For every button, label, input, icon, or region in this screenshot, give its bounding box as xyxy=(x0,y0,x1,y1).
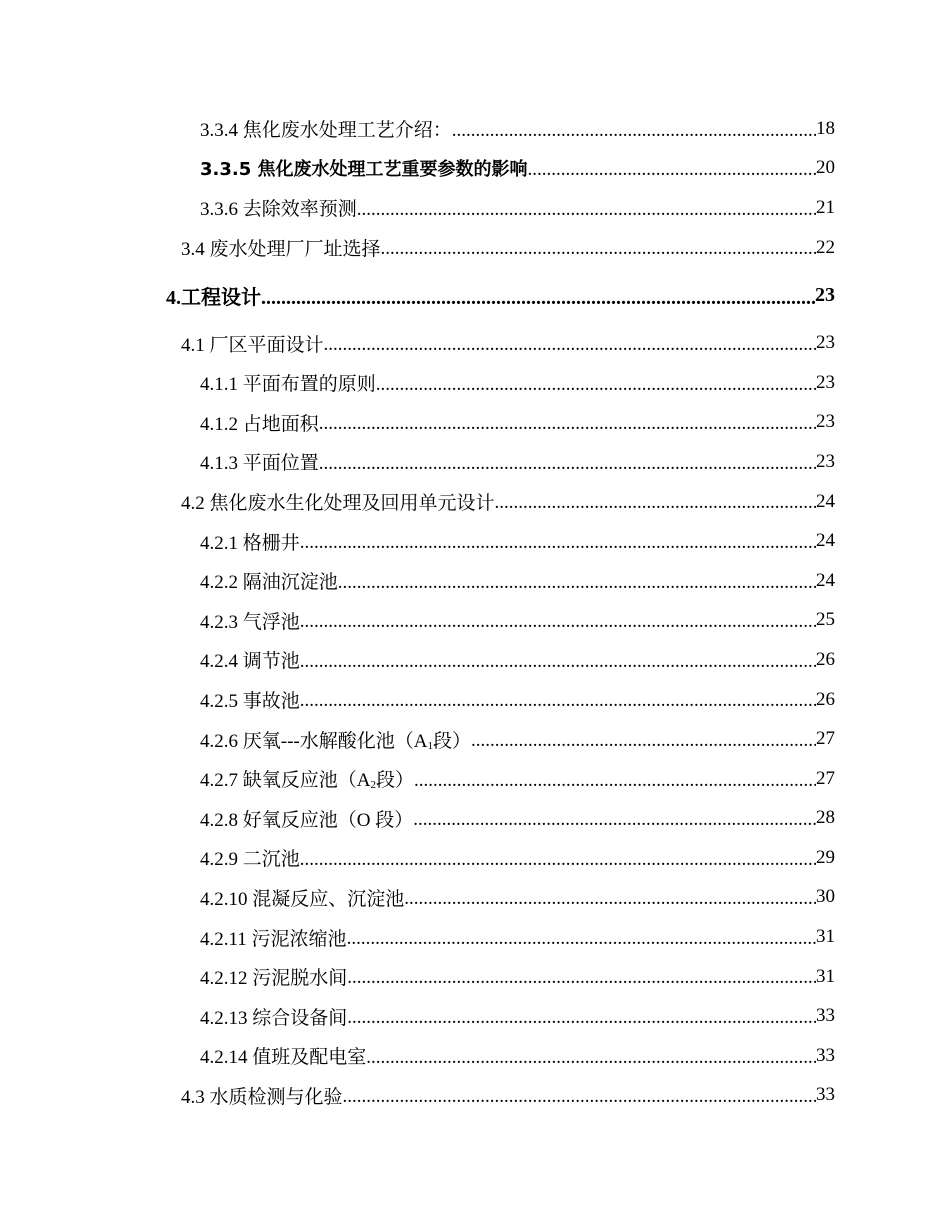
toc-entry[interactable] xyxy=(200,957,835,997)
dot-leader xyxy=(452,121,816,149)
toc-entry-title: 事故池 xyxy=(242,691,300,713)
dot-leader xyxy=(413,810,816,838)
toc-entry-number: 4.2.4 xyxy=(200,651,238,673)
toc-entry-label xyxy=(200,369,376,396)
toc-entry-title: 占地面积 xyxy=(242,413,319,435)
toc-entry-title: 格栅井 xyxy=(242,532,300,554)
toc-entry[interactable] xyxy=(200,759,835,799)
toc-entry[interactable] xyxy=(200,799,835,839)
toc-entry[interactable] xyxy=(200,680,835,720)
toc-entry-number: 4.2.5 xyxy=(200,691,238,713)
toc-entry-title: 厂区平面设计 xyxy=(209,334,324,356)
toc-entry[interactable] xyxy=(200,109,835,149)
dot-leader xyxy=(495,493,816,521)
toc-entry-page-number: 28 xyxy=(816,807,835,829)
dot-leader xyxy=(300,691,816,719)
toc-entry-number: 4.1.1 xyxy=(200,374,238,396)
toc-entry[interactable] xyxy=(200,878,835,918)
dot-leader xyxy=(414,771,816,799)
toc-entry-number: 4.1.3 xyxy=(200,453,238,475)
dot-leader xyxy=(343,1087,816,1115)
toc-entry-label xyxy=(200,409,319,436)
toc-entry-title: 隔油沉淀池 xyxy=(242,572,338,594)
toc-entry[interactable] xyxy=(200,1036,835,1076)
toc-entry-page-number: 26 xyxy=(816,648,835,670)
dot-leader xyxy=(347,929,816,957)
toc-entry-number: 4.2.14 xyxy=(200,1047,248,1069)
toc-entry-page-number: 31 xyxy=(816,926,835,948)
toc-entry-number: 4.2.7 xyxy=(200,770,238,792)
toc-entry-number: 4.2.8 xyxy=(200,809,238,831)
toc-entry[interactable] xyxy=(200,561,835,601)
toc-entry-number: 3.3.6 xyxy=(200,199,238,221)
toc-entry-title: 综合设备间 xyxy=(252,1007,348,1029)
toc-entry-label xyxy=(200,1003,347,1030)
toc-entry-page-number: 23 xyxy=(816,371,835,393)
toc-entry-label xyxy=(200,567,338,594)
toc-entry-page-number: 33 xyxy=(816,1005,835,1027)
toc-entry[interactable] xyxy=(181,323,835,363)
toc-entry-label xyxy=(200,805,413,832)
dot-leader xyxy=(347,1008,816,1036)
toc-entry-subscript: 1 xyxy=(427,739,433,752)
toc-entry-page-number: 24 xyxy=(816,530,835,552)
toc-entry-number: 3.3.5 xyxy=(200,159,252,181)
toc-entry[interactable] xyxy=(200,719,835,759)
toc-entry-title: 平面布置的原则 xyxy=(242,374,376,396)
toc-entry-page-number: 23 xyxy=(816,332,835,354)
toc-entry-number: 4.2.9 xyxy=(200,849,238,871)
toc-entry[interactable] xyxy=(200,601,835,641)
toc-entry-page-number: 24 xyxy=(816,490,835,512)
toc-entry-title: 值班及配电室 xyxy=(252,1047,367,1069)
toc-entry-title: 厌氧---水解酸化池（A xyxy=(242,730,428,752)
dot-leader xyxy=(357,200,816,228)
toc-entry-label xyxy=(200,924,347,951)
dot-leader xyxy=(381,239,816,267)
dot-leader xyxy=(404,889,816,917)
toc-entry-subscript: 2 xyxy=(370,779,376,792)
toc-entry-number: 4.2.2 xyxy=(200,572,238,594)
toc-entry-title: 焦化废水生化处理及回用单元设计 xyxy=(209,493,495,515)
toc-entry-page-number: 20 xyxy=(816,157,835,179)
toc-entry-page-number: 24 xyxy=(816,569,835,591)
toc-entry-title: 气浮池 xyxy=(242,611,300,633)
toc-entry-label xyxy=(200,528,300,555)
toc-entry-title: 工程设计 xyxy=(181,286,261,309)
dot-leader xyxy=(319,454,816,482)
toc-entry[interactable] xyxy=(200,363,835,403)
toc-entry-number: 4.2.10 xyxy=(200,888,248,910)
toc-entry-number: 4.1 xyxy=(181,334,205,356)
toc-entry-label xyxy=(200,448,319,475)
dot-leader xyxy=(376,375,816,403)
toc-entry[interactable] xyxy=(200,403,835,443)
toc-entry-label xyxy=(166,281,261,310)
toc-entry-page-number: 26 xyxy=(816,688,835,710)
toc-entry-title: 缺氧反应池（A xyxy=(242,770,371,792)
toc-entry-number: 3.3.4 xyxy=(200,120,238,142)
dot-leader xyxy=(366,1048,816,1076)
toc-entry-title: 废水处理厂厂址选择 xyxy=(209,239,381,261)
toc-entry-label xyxy=(200,1042,366,1069)
toc-entry-label xyxy=(200,607,300,634)
toc-entry-label xyxy=(200,963,347,990)
toc-entry-page-number: 33 xyxy=(816,1084,835,1106)
dot-leader xyxy=(347,968,816,996)
toc-entry-page-number: 27 xyxy=(816,728,835,750)
toc-entry-label xyxy=(200,646,300,673)
toc-entry-number: 4. xyxy=(166,286,181,309)
dot-leader xyxy=(324,335,816,363)
toc-entry-label xyxy=(200,884,404,911)
toc-entry-number: 4.2.11 xyxy=(200,928,247,950)
dot-leader xyxy=(300,850,816,878)
toc-entry-number: 4.2.3 xyxy=(200,611,238,633)
toc-entry-label xyxy=(181,1082,343,1109)
dot-leader xyxy=(300,652,816,680)
toc-entry-page-number: 27 xyxy=(816,767,835,789)
toc-entry-title: 去除效率预测 xyxy=(242,199,357,221)
dot-leader xyxy=(300,612,816,640)
toc-entry-number: 4.2.6 xyxy=(200,730,238,752)
toc-entry-number: 4.3 xyxy=(181,1086,205,1108)
toc-entry-page-number: 31 xyxy=(816,965,835,987)
toc-entry-label xyxy=(200,686,300,713)
toc-entry[interactable] xyxy=(181,228,835,268)
toc-entry-title-suffix: 段） xyxy=(432,730,471,752)
toc-entry[interactable] xyxy=(200,838,835,878)
dot-leader xyxy=(528,160,816,188)
toc-entry-title: 污泥脱水间 xyxy=(252,968,348,990)
toc-entry-title: 好氧反应池（O 段） xyxy=(242,809,414,831)
toc-entry-number: 4.2.12 xyxy=(200,968,248,990)
toc-entry-title-suffix: 段） xyxy=(375,770,414,792)
toc-entry-label xyxy=(200,765,414,792)
toc-entry[interactable] xyxy=(200,996,835,1036)
dot-leader xyxy=(338,573,816,601)
toc-entry-label xyxy=(181,330,324,357)
toc-entry[interactable] xyxy=(200,521,835,561)
toc-entry-page-number: 22 xyxy=(816,236,835,258)
dot-leader xyxy=(261,288,815,317)
toc-entry-page-number: 23 xyxy=(816,411,835,433)
toc-entry-title: 平面位置 xyxy=(242,453,319,475)
toc-entry-label xyxy=(200,844,300,871)
toc-entry-number: 4.2.13 xyxy=(200,1007,248,1029)
toc-entry-page-number: 30 xyxy=(816,886,835,908)
toc-entry[interactable] xyxy=(200,917,835,957)
toc-entry-title: 焦化废水处理工艺重要参数的影响 xyxy=(257,159,528,181)
toc-entry[interactable] xyxy=(181,1076,835,1116)
dot-leader xyxy=(300,533,816,561)
toc-entry-title: 污泥浓缩池 xyxy=(251,928,347,950)
toc-entry[interactable] xyxy=(166,273,835,317)
toc-entry-label xyxy=(200,194,357,221)
toc-entry-title: 焦化废水处理工艺介绍： xyxy=(242,120,452,142)
toc-entry-label xyxy=(200,115,452,142)
toc-entry-label xyxy=(181,488,495,515)
toc-entry-label xyxy=(200,155,528,181)
toc-entry-page-number: 29 xyxy=(816,846,835,868)
toc-entry-page-number: 23 xyxy=(815,283,835,306)
toc-entry-page-number: 21 xyxy=(816,196,835,218)
toc-entry[interactable] xyxy=(181,482,835,522)
toc-entry-number: 4.2.1 xyxy=(200,532,238,554)
toc-entry[interactable] xyxy=(200,442,835,482)
toc-entry-title: 混凝反应、沉淀池 xyxy=(252,888,405,910)
toc-entry-page-number: 25 xyxy=(816,609,835,631)
toc-entry-label xyxy=(200,726,471,753)
toc-entry[interactable] xyxy=(200,188,835,228)
toc-entry[interactable] xyxy=(200,640,835,680)
toc-entry-title: 调节池 xyxy=(242,651,300,673)
toc-entry[interactable] xyxy=(200,149,835,189)
toc-entry-number: 4.1.2 xyxy=(200,413,238,435)
toc-entry-page-number: 33 xyxy=(816,1044,835,1066)
toc-entry-page-number: 23 xyxy=(816,450,835,472)
toc-entry-number: 4.2 xyxy=(181,493,205,515)
dot-leader xyxy=(471,731,816,759)
toc-entry-label xyxy=(181,234,381,261)
toc-entry-title: 二沉池 xyxy=(242,849,300,871)
toc-entry-page-number: 18 xyxy=(816,117,835,139)
toc-entry-title: 水质检测与化验 xyxy=(209,1086,343,1108)
toc-entry-number: 3.4 xyxy=(181,239,205,261)
table-of-contents xyxy=(0,109,950,1115)
dot-leader xyxy=(319,414,816,442)
